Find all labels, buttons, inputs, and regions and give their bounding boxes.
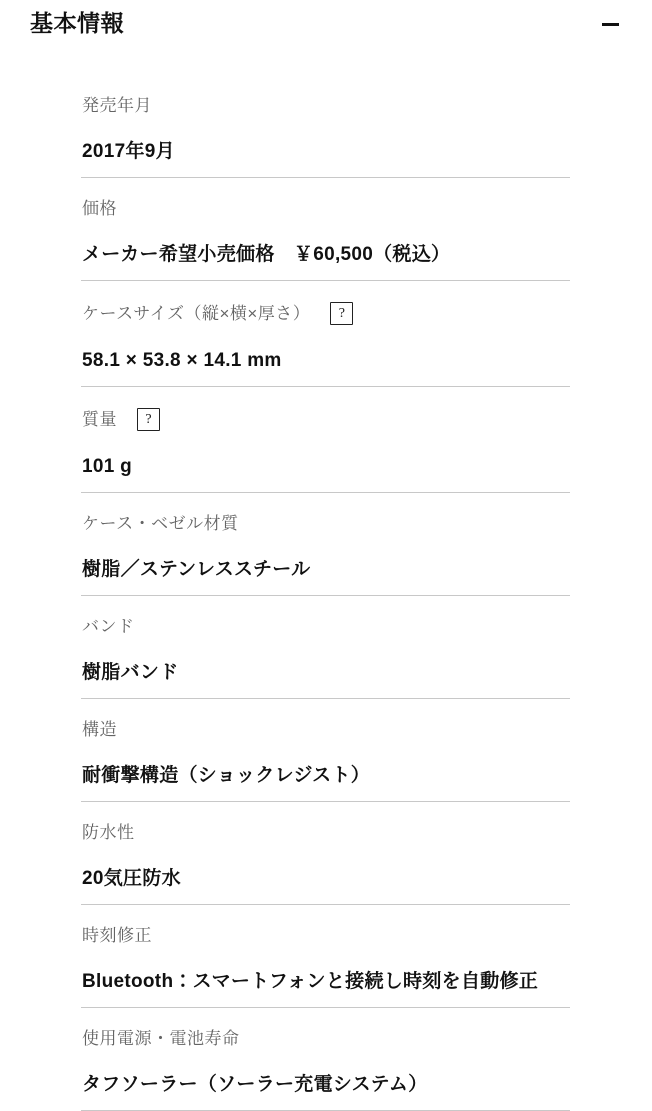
spec-label-line: [82, 617, 570, 637]
spec-label: 質量: [82, 409, 117, 429]
spec-label-line: [82, 302, 570, 325]
spec-value: 101 g: [82, 456, 133, 477]
spec-row: [81, 1008, 570, 1111]
spec-value: 耐衝撃構造（ショックレジスト）: [82, 765, 371, 786]
spec-label-line: [82, 823, 570, 843]
spec-label: 発売年月: [82, 96, 152, 115]
minus-icon: [602, 23, 619, 26]
help-icon[interactable]: ?: [330, 302, 353, 325]
spec-row: [81, 596, 570, 699]
spec-label-line: [82, 720, 570, 740]
spec-label-line: [82, 199, 570, 219]
spec-label: ケース・ベゼル材質: [82, 514, 239, 533]
spec-row: [81, 75, 570, 178]
spec-label-line: [82, 96, 570, 116]
spec-value: 樹脂／ステンレススチール: [82, 559, 311, 580]
spec-value: 58.1 × 53.8 × 14.1 mm: [82, 350, 282, 371]
spec-row: [81, 493, 570, 596]
spec-label: 使用電源・電池寿命: [82, 1029, 240, 1048]
spec-label-line: [82, 514, 570, 534]
spec-label: 防水性: [82, 823, 135, 842]
spec-row: [81, 802, 570, 905]
section-title: 基本情報: [30, 10, 124, 36]
spec-label-line: [82, 408, 570, 431]
spec-row: [81, 281, 570, 387]
spec-row: [81, 699, 570, 802]
spec-value: 2017年9月: [82, 141, 175, 162]
spec-label-line: [82, 1029, 570, 1049]
spec-label: ケースサイズ（縦×横×厚さ）: [82, 303, 311, 323]
spec-label: バンド: [82, 617, 135, 636]
accordion-header: [0, 0, 652, 44]
spec-label: 時刻修正: [82, 926, 152, 945]
spec-row: [81, 905, 570, 1008]
spec-label: 価格: [82, 199, 117, 218]
spec-value: タフソーラー（ソーラー充電システム）: [82, 1074, 428, 1095]
spec-row: [81, 178, 570, 281]
spec-list: [81, 75, 570, 1111]
spec-value: 20気圧防水: [82, 868, 181, 889]
spec-value: メーカー希望小売価格 ￥60,500（税込）: [82, 244, 451, 265]
spec-value: 樹脂バンド: [82, 662, 179, 683]
spec-label-line: [82, 926, 570, 946]
help-icon[interactable]: ?: [137, 408, 160, 431]
spec-row: [81, 387, 570, 493]
collapse-button[interactable]: [596, 12, 624, 36]
spec-value: Bluetooth：スマートフォンと接続し時刻を自動修正: [82, 971, 539, 992]
spec-label: 構造: [82, 720, 117, 739]
